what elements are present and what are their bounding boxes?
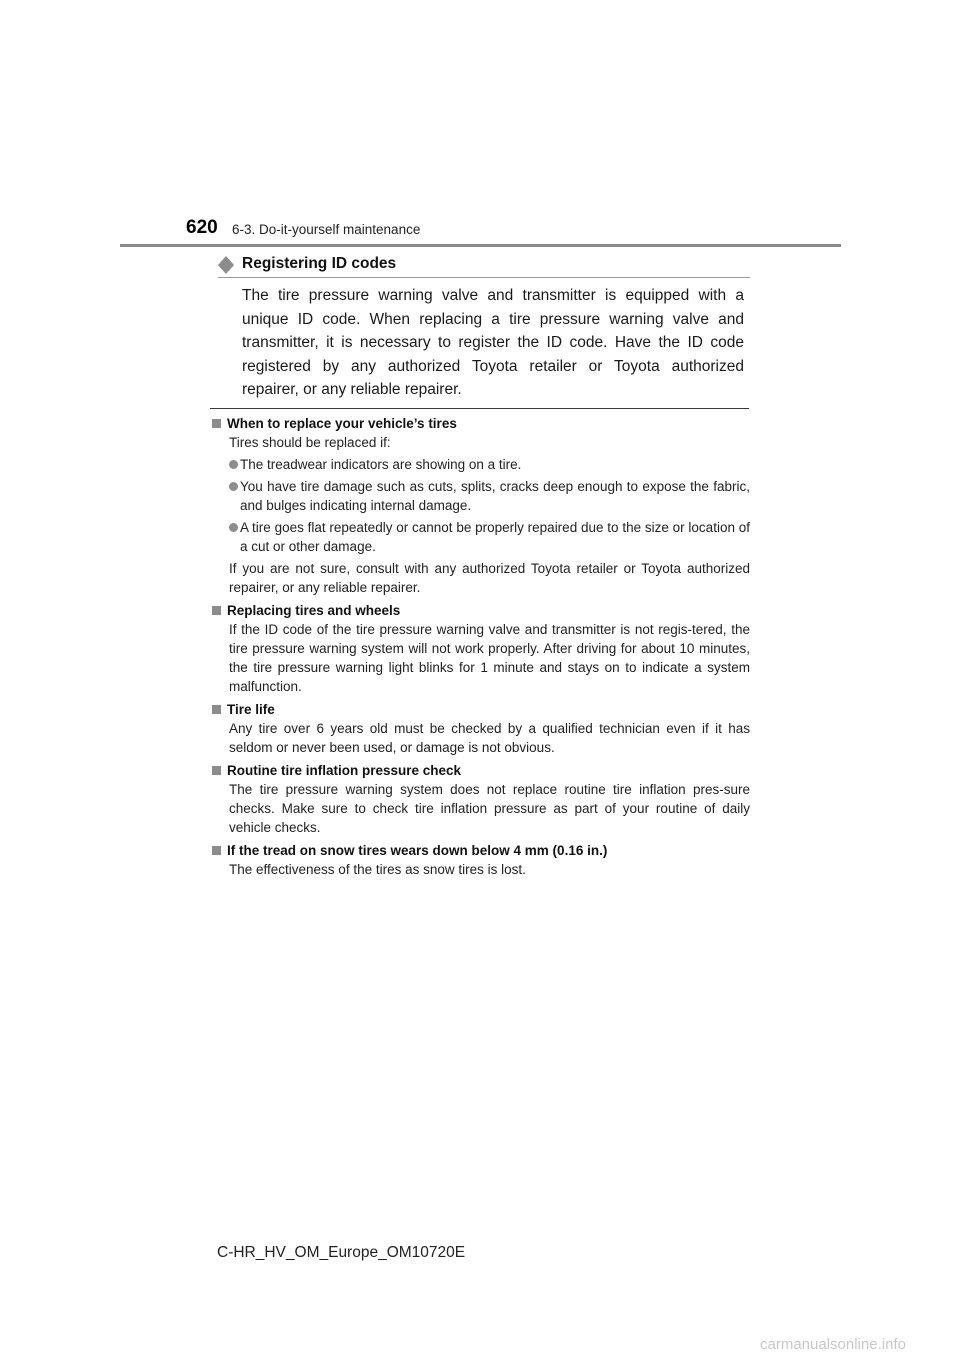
document-code: C-HR_HV_OM_Europe_OM10720E (217, 1244, 466, 1261)
watermark: carmanualsonline.info (760, 1336, 906, 1353)
square-bullet-icon (212, 846, 221, 855)
subsection-title: Registering ID codes (242, 255, 397, 272)
note-heading (210, 414, 750, 433)
note-heading (210, 761, 750, 780)
note-body: The effectiveness of the tires as snow tires is lost. (229, 862, 526, 877)
note-snow-tires (210, 841, 750, 879)
note-heading (210, 700, 750, 719)
subsection-paragraph: The tire pressure warning valve and transmitter is equipped with a unique ID code. When replacing a tire pressure warning valve and transmitter, it is necessary to register the ID code. Have the ID code registered by any authorized Toyota retailer or Toyota authorized repairer, or any reliable repairer. (242, 287, 744, 399)
list-item-text: You have tire damage such as cuts, splits, cracks deep enough to expose the fabric, and bulges indicating internal damage. (240, 479, 750, 513)
note-intro: Tires should be replaced if: (229, 435, 391, 450)
square-bullet-icon (212, 419, 221, 428)
header-rule (120, 244, 841, 247)
note-pressure-check (210, 761, 750, 837)
note-heading (210, 841, 750, 860)
list-item (229, 477, 750, 515)
circle-bullet-icon (229, 460, 238, 469)
note-title: Routine tire inflation pressure check (227, 763, 462, 778)
square-bullet-icon (212, 705, 221, 714)
notes-list (210, 414, 750, 883)
note-heading (210, 601, 750, 620)
note-replacing-wheels (210, 601, 750, 696)
note-title: When to replace your vehicle’s tires (227, 416, 457, 431)
subsection-heading (218, 253, 750, 278)
notes-divider (210, 408, 749, 409)
note-body: If the ID code of the tire pressure warning valve and transmitter is not regis-tered, the tire pressure warning system will not work properly. After driving for about 10 minutes, the tire pressure warning light blinks for 1 minute and stays on to indicate a system malfunction. (229, 622, 750, 694)
section-title: 6-3. Do-it-yourself maintenance (232, 222, 421, 237)
diamond-icon (218, 256, 234, 274)
note-tire-life (210, 700, 750, 757)
note-outro: If you are not sure, consult with any authorized Toyota retailer or Toyota authorized repairer, or any reliable repairer. (229, 561, 750, 595)
note-title: If the tread on snow tires wears down below 4 mm (0.16 in.) (227, 843, 608, 858)
page-number: 620 (186, 217, 218, 238)
list-item (229, 518, 750, 556)
note-body: Any tire over 6 years old must be checked by a qualified technician even if it has seldom or never been used, or damage is not obvious. (229, 721, 750, 755)
note-title: Tire life (227, 702, 275, 717)
square-bullet-icon (212, 766, 221, 775)
list-item-text: The treadwear indicators are showing on a tire. (240, 457, 522, 472)
list-item (229, 455, 750, 474)
note-replace-tires (210, 414, 750, 597)
list-item-text: A tire goes flat repeatedly or cannot be properly repaired due to the size or location of a cut or other damage. (240, 520, 750, 554)
circle-bullet-icon (229, 482, 238, 491)
note-title: Replacing tires and wheels (227, 603, 401, 618)
circle-bullet-icon (229, 523, 238, 532)
square-bullet-icon (212, 606, 221, 615)
note-body: The tire pressure warning system does not replace routine tire inflation pres-sure checks. Make sure to check tire inflation pressure as part of your routine of daily vehicle checks. (229, 782, 750, 835)
